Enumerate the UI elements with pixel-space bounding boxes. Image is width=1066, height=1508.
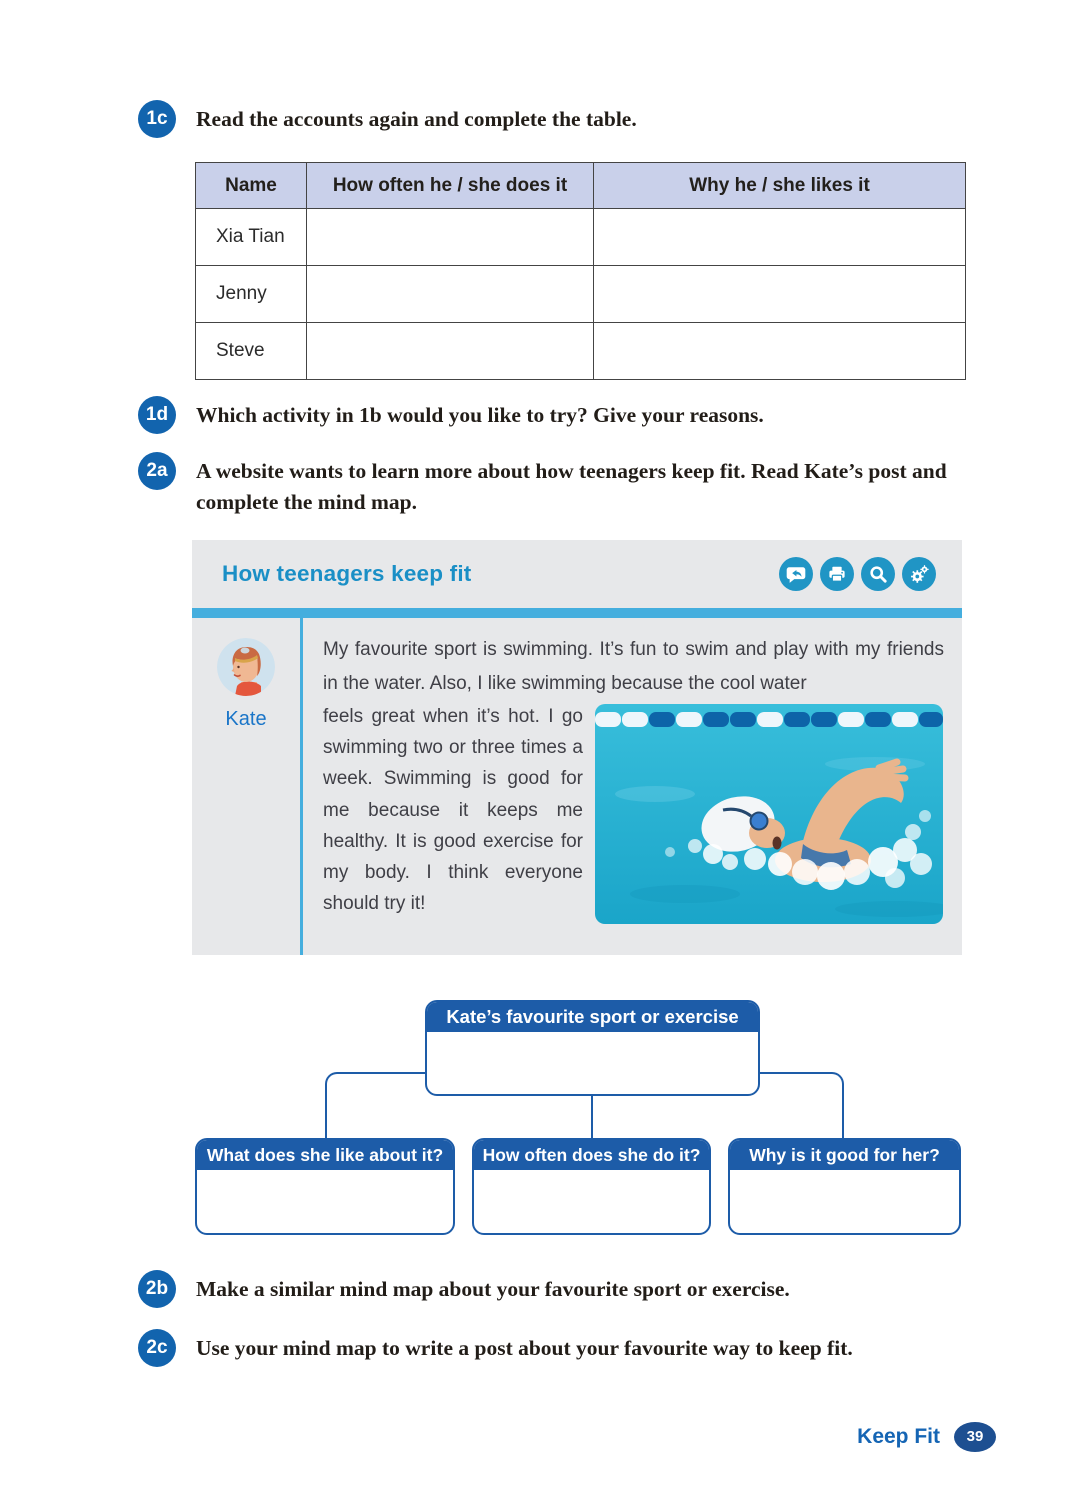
print-icon[interactable] [820, 557, 854, 591]
table-row [196, 266, 966, 323]
table-row [196, 323, 966, 380]
table-cell-how-often-blank [307, 266, 594, 323]
reply-icon[interactable] [779, 557, 813, 591]
print-icon-glyph [826, 563, 848, 585]
table-cell-why-blank [594, 266, 966, 323]
website-post-panel [192, 540, 962, 955]
website-header [192, 540, 962, 608]
exercise-2b [138, 1270, 956, 1308]
exercise-2a-instruction: A website wants to learn more about how teenagers keep fit. Read Kate’s post and complete the mind map. [196, 459, 947, 514]
reply-icon-glyph [785, 563, 807, 585]
post-text-column [303, 618, 962, 955]
table-cell-how-often-blank [307, 323, 594, 380]
table-cell-name: Xia Tian [196, 209, 307, 266]
exercise-2c-badge: 2c [138, 1329, 176, 1367]
kate-avatar-illustration [217, 638, 275, 696]
mindmap-child-box-often [472, 1138, 711, 1235]
exercise-1c [138, 100, 896, 138]
settings-icon-glyph [908, 563, 930, 585]
post-body-area [192, 618, 962, 955]
mindmap-child-label: What does she like about it? [197, 1140, 453, 1170]
exercise-2b-badge: 2b [138, 1270, 176, 1308]
connector-left [325, 1072, 425, 1138]
mindmap-child-box-like [195, 1138, 455, 1235]
avatar [217, 638, 275, 696]
table-header-why: Why he / she likes it [594, 163, 966, 209]
exercise-2a [138, 452, 991, 518]
mindmap-child-label: How often does she do it? [474, 1140, 709, 1170]
header-accent-bar [192, 608, 962, 618]
unit-title: Keep Fit [857, 1425, 940, 1448]
table-cell-name: Steve [196, 323, 307, 380]
author-name: Kate [225, 708, 267, 730]
website-toolbar [779, 557, 936, 591]
post-intro-text: My favourite sport is swimming. It’s fun to swim and play with my friends in the water. Also, I like swimming because the cool water [323, 639, 944, 694]
mindmap-top-box [425, 1000, 760, 1096]
swimming-photo [595, 704, 943, 924]
table-header-name: Name [196, 163, 307, 209]
exercise-1d [138, 396, 956, 434]
exercise-2a-badge: 2a [138, 452, 176, 490]
mindmap-child-box-why [728, 1138, 961, 1235]
table-row [196, 209, 966, 266]
mindmap-child-label: Why is it good for her? [730, 1140, 959, 1170]
connector-middle [591, 1096, 593, 1138]
exercise-1d-badge: 1d [138, 396, 176, 434]
table-header-row [196, 163, 966, 209]
mindmap-top-label: Kate’s favourite sport or exercise [427, 1002, 758, 1032]
table-cell-why-blank [594, 209, 966, 266]
exercise-1c-badge: 1c [138, 100, 176, 138]
search-icon[interactable] [861, 557, 895, 591]
exercise-2c [138, 1329, 986, 1367]
table-header-how-often: How often he / she does it [307, 163, 594, 209]
website-title: How teenagers keep fit [222, 561, 472, 586]
exercise-2b-instruction: Make a similar mind map about your favourite sport or exercise. [196, 1277, 790, 1301]
connector-right [760, 1072, 844, 1138]
table-cell-how-often-blank [307, 209, 594, 266]
page-number-badge: 39 [954, 1422, 996, 1452]
post-body-text: feels great when it’s hot. I go swimming two or three times a week. Swimming is good for me because it keeps me healthy. It is good exercise for my body. I think everyone should try it! [323, 706, 583, 915]
table-cell-why-blank [594, 323, 966, 380]
swimmer-illustration [595, 704, 943, 924]
search-icon-glyph [867, 563, 889, 585]
settings-icon[interactable] [902, 557, 936, 591]
author-column [192, 618, 300, 955]
table-cell-name: Jenny [196, 266, 307, 323]
complete-the-table [195, 162, 966, 380]
page-footer [857, 1422, 996, 1452]
exercise-2c-instruction: Use your mind map to write a post about your favourite way to keep fit. [196, 1336, 853, 1360]
exercise-1d-instruction: Which activity in 1b would you like to try? Give your reasons. [196, 403, 764, 427]
exercise-1c-instruction: Read the accounts again and complete the table. [196, 107, 637, 131]
